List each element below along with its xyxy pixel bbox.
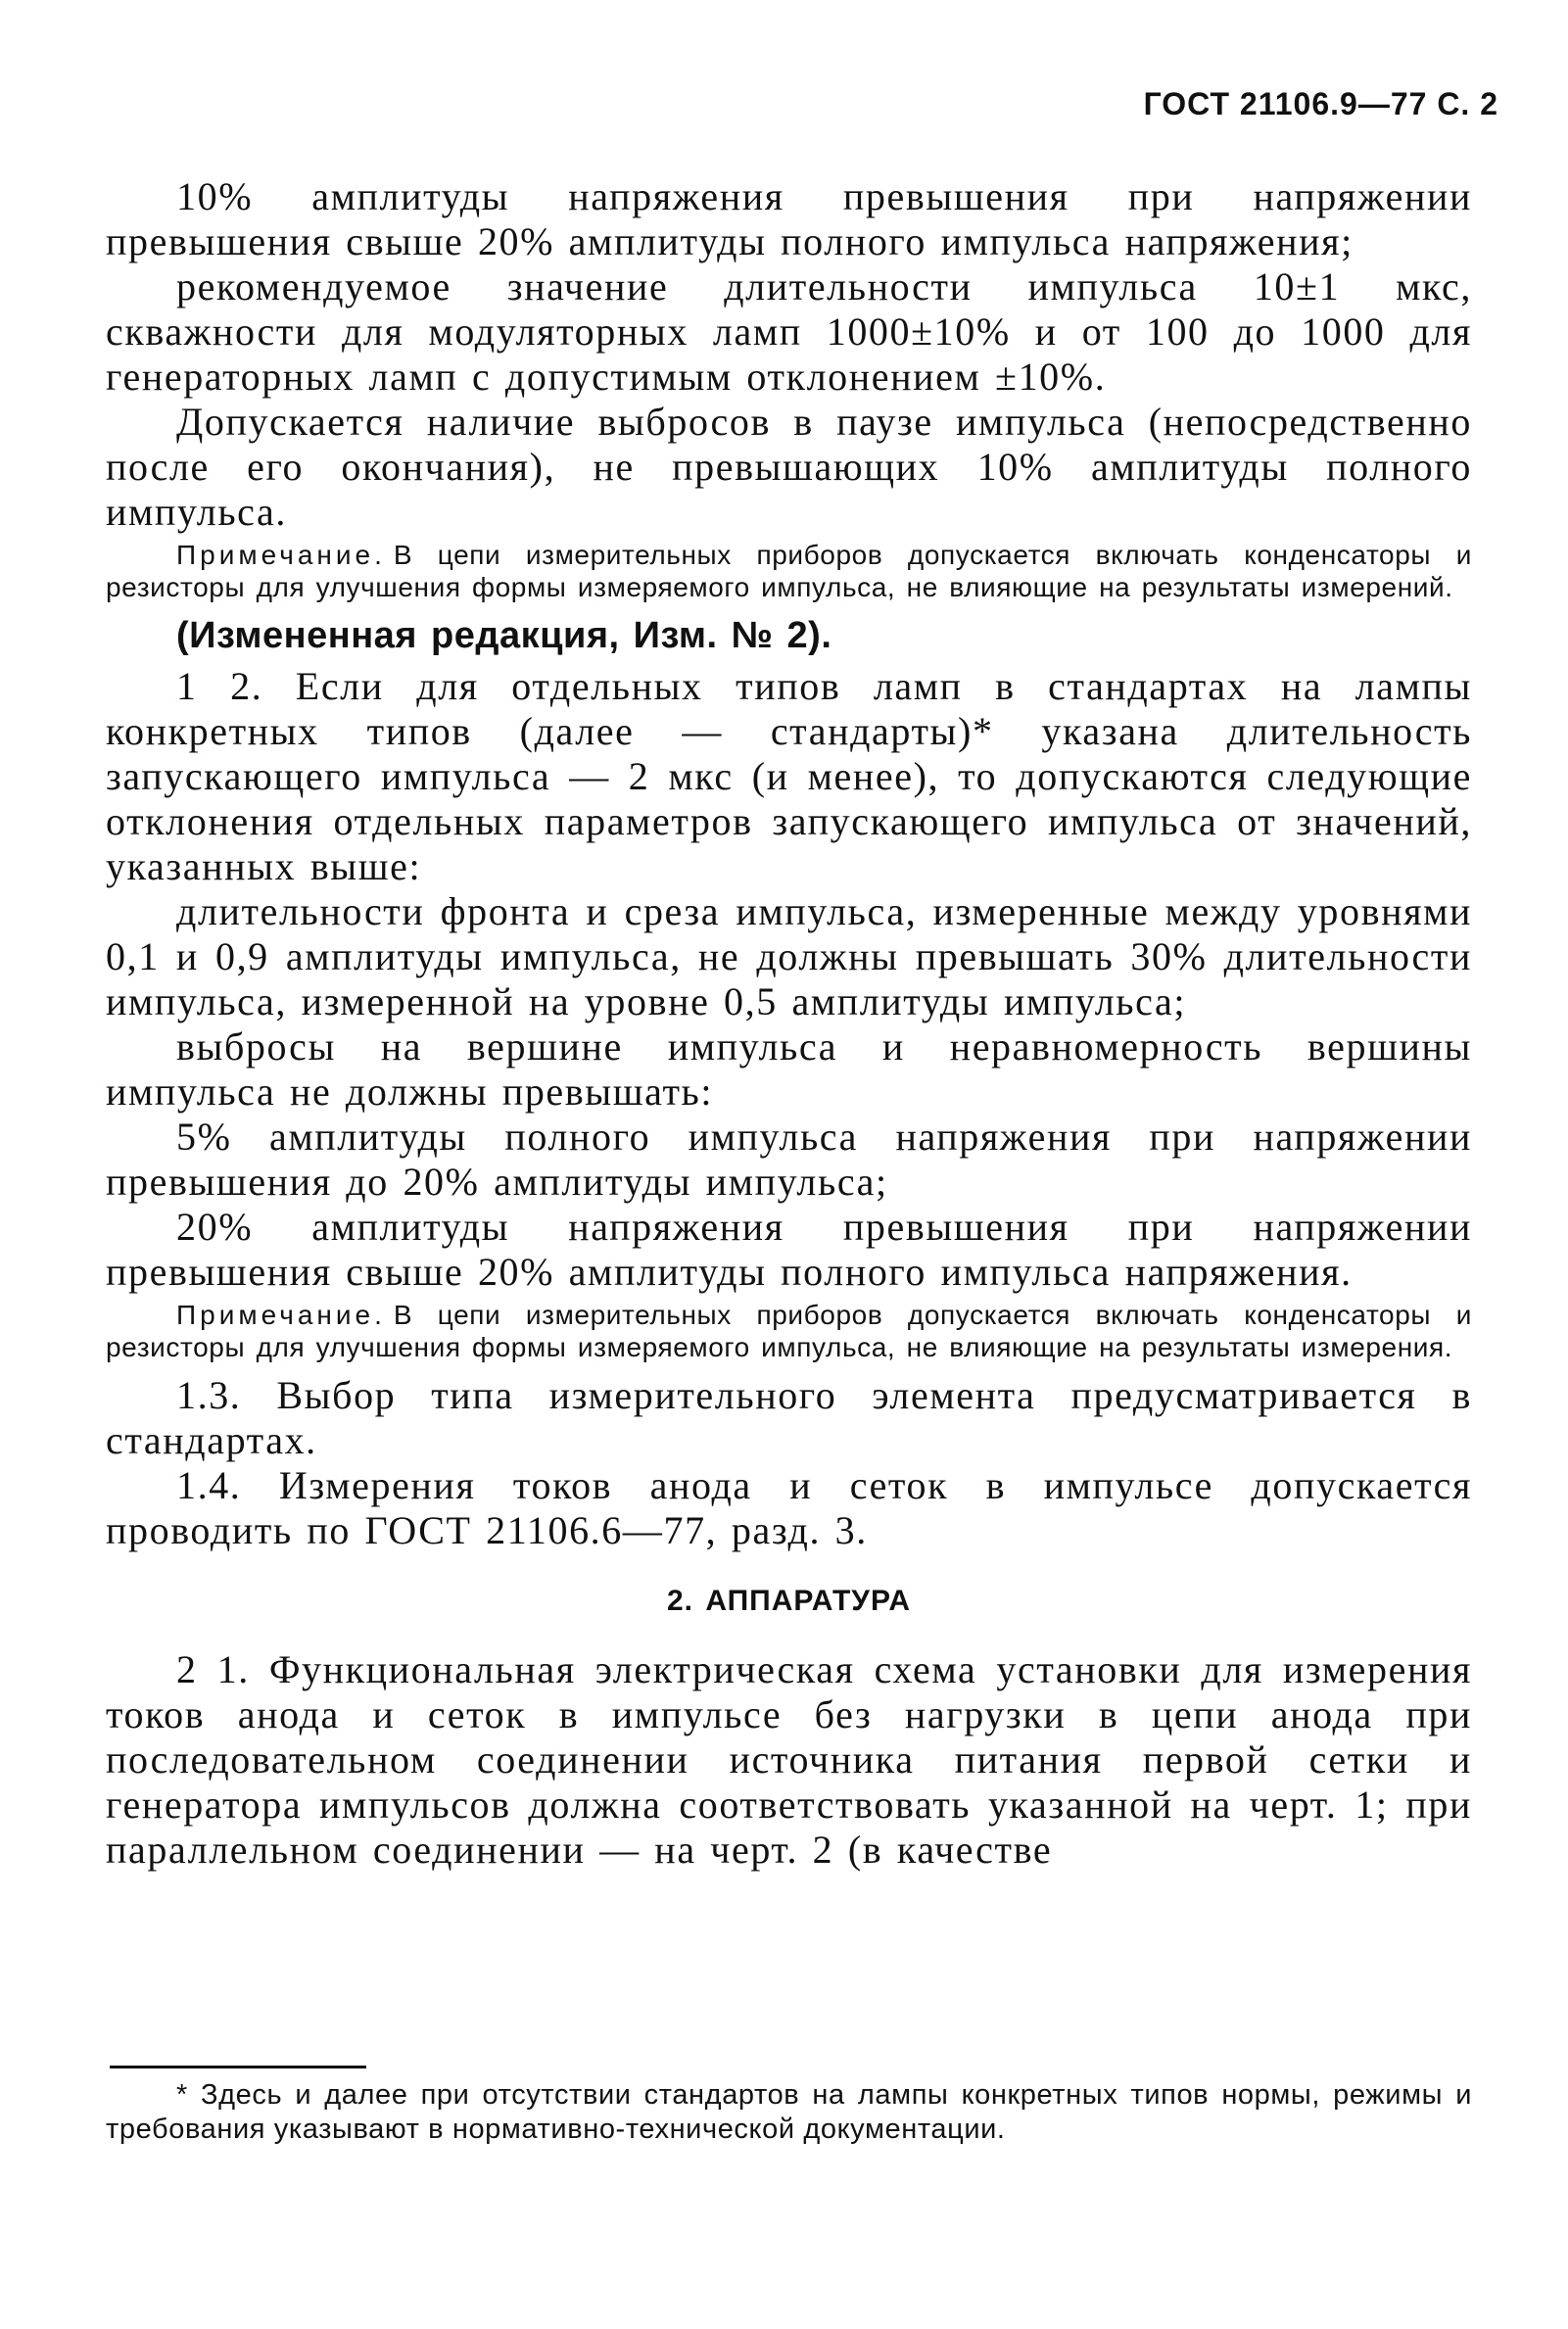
footnote-divider	[110, 2066, 366, 2068]
note	[106, 539, 1472, 603]
page-header: ГОСТ 21106.9—77 С. 2	[1143, 86, 1498, 121]
paragraph: 20% амплитуды напряжения превышения при напряжении превышения свыше 20% амплитуды полного импульса напряжения.	[106, 1205, 1472, 1294]
paragraph: 2 1. Функциональная электрическая схема установки для измерения токов анода и сеток в импульсе без нагрузки в цепи анода при последовательном соединении источника питания первой сетки и генератора импульсов должна соответствовать указанной на черт. 1; при параллельном соединении — на черт. 2 (в качестве	[106, 1647, 1472, 1872]
paragraph: рекомендуемое значение длительности импульса 10±1 мкс, скважности для модуляторных ламп 1000±10% и от 100 до 1000 для генераторных ламп с допустимым отклонением ±10%.	[106, 264, 1472, 399]
paragraph: 1.3. Выбор типа измерительного элемента предусматривается в стандартах.	[106, 1373, 1472, 1462]
document-body	[106, 174, 1472, 1873]
note	[106, 1299, 1472, 1363]
paragraph: Допускается наличие выбросов в паузе импульса (непосредственно после его окончания), не превышающих 10% амплитуды полного импульса.	[106, 400, 1472, 534]
note-text: В цепи измерительных приборов допускается включать конденсаторы и резисторы для улучшения формы измеряемого импульса, не влияющие на результаты измерения.	[106, 1300, 1472, 1362]
note-label: Примечание.	[176, 1300, 386, 1330]
paragraph: 10% амплитуды напряжения превышения при напряжении превышения свыше 20% амплитуды полного импульса напряжения;	[106, 174, 1472, 263]
note-label: Примечание.	[176, 540, 386, 570]
paragraph: 1 2. Если для отдельных типов ламп в стандартах на лампы конкретных типов (далее — стандарты)* указана длительность запускающего импульса — 2 мкс (и менее), то допускаются следующие отклонения отдельных параметров запускающего импульса от значений, указанных выше:	[106, 664, 1472, 888]
section-title: 2. АППАРАТУРА	[667, 1585, 911, 1617]
note-text: В цепи измерительных приборов допускается включать конденсаторы и резисторы для улучшения формы измеряемого импульса, не влияющие на результаты измерений.	[106, 540, 1472, 602]
amendment-line: (Измененная редакция, Изм. № 2).	[176, 615, 832, 656]
paragraph: 1.4. Измерения токов анода и сеток в импульсе допускается проводить по ГОСТ 21106.6—77, разд. 3.	[106, 1463, 1472, 1552]
paragraph: 5% амплитуды полного импульса напряжения при напряжении превышения до 20% амплитуды импульса;	[106, 1115, 1472, 1204]
paragraph: выбросы на вершине импульса и неравномерность вершины импульса не должны превышать:	[106, 1024, 1472, 1114]
footnote: * Здесь и далее при отсутствии стандартов на лампы конкретных типов нормы, режимы и требования указывают в нормативно-технической документации.	[106, 2079, 1472, 2145]
paragraph: длительности фронта и среза импульса, измеренные между уровнями 0,1 и 0,9 амплитуды импульса, не должны превышать 30% длительности импульса, измеренной на уровне 0,5 амплитуды импульса;	[106, 889, 1472, 1023]
